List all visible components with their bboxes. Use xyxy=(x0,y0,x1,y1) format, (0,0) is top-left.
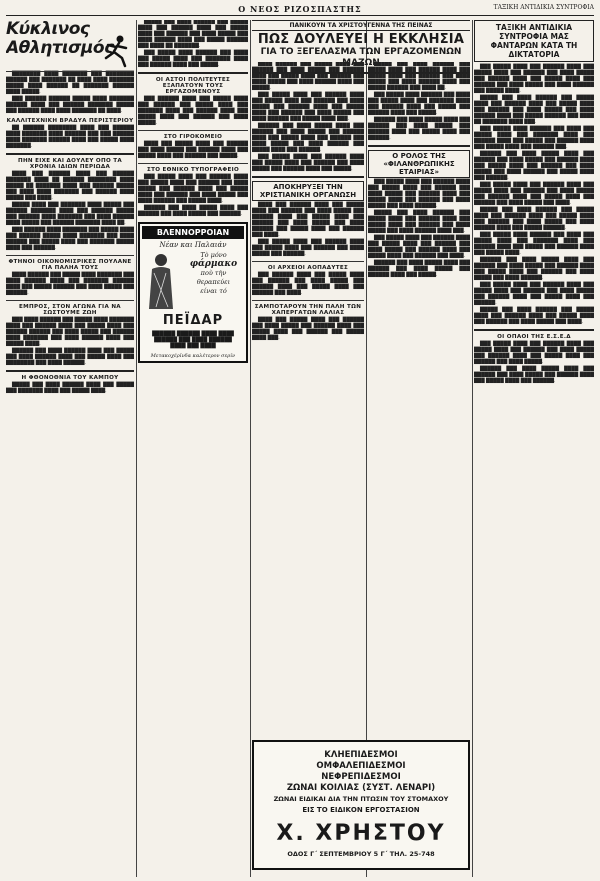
main-headline: ΠΩΣ ΔΟΥΛΕΥΕΙ Η ΕΚΚΛΗΣΙΑ xyxy=(257,32,465,47)
statue-illustration xyxy=(142,251,180,313)
ad-line: ΕΙΣ ΤΟ ΕΙΔΙΚΟΝ ΕΡΓΟΣΤΑΣΙΟΝ xyxy=(302,806,420,814)
ad-small-text: ██████ ██████ ████ ████ ██████ ███ ████ ██████ ████ ███ ████ xyxy=(152,331,234,349)
article-body: █████ ███ ████ ██████ ███ █████ ████ ███ ██████ ████ ███ █████ ████ ███ ██████ ███ ████ █████ ███ ████ ██████ ████ ███ █████ ██████ ███ ████ ██. ███ █████ ████ ██████ ███ ████ ███ █████ ████ ███ ███████ ████ ███ ██████ ████ ███ █████ ███ ██████ ████ ███ █████. ██████ ███ ████ █████ ████ ███ ██████ ███ ████ █████ ███ ██████ ████ ███ █████ ████ ███ ██████. xyxy=(368,62,470,141)
ad-pharmacy xyxy=(138,222,248,363)
ad-line: φάρμακο xyxy=(189,259,238,269)
ad-line: Τὸ μόνο xyxy=(200,251,227,259)
article-body: ███ █████ ████ ███ ██████ ████ ███ █████ ████ ███ ██████ ███ ████ █████ ███ ██████ ████ ███ █████ ████ ███ ██████ ███ ████ █████ ███ ████ ██████ ███ █████ ████. ██████ ███ ████ █████ ████ ███ ██████ ███ ████ █████ ███ ██████. xyxy=(138,175,248,217)
article-body: ███ █████ ████ ███ ██████ ████ ███ █████ ████ ███ ██████ ███ ████ █████ ███ ██████ ████ ███ █████ ████ ███ ██████ ███ ████ █████ ███ ████ ██████. █████ ███ ████ ██████ ███ █████ ████ ███ ██████ ████ ███ █████ ████ ███ ██████ ███ ████ █████ ███ ████ ██████ ████ ███. ███ █████ ████ ███ ██████ ████ ███ █████ ████ ███ ██████ ███ ████ █████ ███ ██████ ████ ███ █████ ████ ███ ██████ ███ ████. ██████ ███ ████ █████ ████ ███ ██████ ███ ████ █████ ███ ██████ ████ ███ █████. xyxy=(368,180,470,278)
article-body: ████ ██████ ███ █████ ████ ███ ██████ ███ ████ █████ ███ ██████ ████ ███ █████ ████ ███ ██████ ███ ████ █████ ███ ████ ██████ ████ ███ █████. ███ █████ ████ ███ ██████ ████ ███ █████ ████ ███ ██████ ███ ████ █████ ███ ██████ ████ ███ █████ ████ ███ ██████ ███ ████ █████ ███ ████ ██████ ███ █████ ████ ███. ██████ ███ ████ █████ ████ ███ ██████ ███ ████ █████ ███ ██████ ████ ███ █████ ████ ███ ██████ ███ ████ █████ ███ ████ ██████ ███ █████ ████ ███ ██████. ███ █████ ████ ███ ██████ ████ ███ █████ ████ ███ ██████ ███ ████ █████ ███ ██████ ████ ███ █████. xyxy=(252,62,364,172)
article-body: ███ █████ ████ ███ ██████ ████ ███ █████ ████ ███ ██████ ███ ████ █████ ███ ██████ ████ ███ █████ ████ ███ ██████ ███ ████ █████ ███ ████ ██████ ███ █████ ████. █████ ███ ████ ██████ ███ █████ ████ ███ ██████ ████ ███ █████ ████ ███ ██████ ███ ████ █████ ███ ████ ██████ ████ ███ █████ ██████ ███ ████ ██ ███████ ████ ███. ███ █████ ████ ██████ ███ ████ ███ █████ ████ ███ ███████ ████ ███ ██████ ████ ███ █████ ███ ██████ ████ ███ █████ ████ ███ ██████ ███. ██████ ███ ████ █████ ████ ███ ██████ ███ ████ █████ ███ ██████ ████ ███ █████ ████ ███ ██████ ███ ████ █████ ███ ████ ██████ ███ █████ ████ ███ ██████. ███ █████ ████ ███ ██████ ████ ███ █████ ████ ███ ██████ ███ ████ █████ ███ ██████ ████ ███ █████ ████ ███ ██████ ███ ████ █████ ███ ████. █████ ███ ████ ██████ ███ █████ ████ ███ ██████ ████ ███ █████ ████ ███ ██████ ███ ████ █████ ███ ████ ██████ ████ ███ █████ ██████. ███ █████ ████ ██████ ███ ████ ███ █████ ████ ███ ███████ ████ ███ ██████ ████ ███ █████ ███ ██████ ████ ███ █████ ████. ██████ ███ ████ █████ ████ ███ ██████ ███ ████ █████ ███ ██████ ████ ███ █████ ████ ███ ██████ ███ ████ █████ ███ ████ ██████. ███ █████ ████ ███ ██████ ████ ███ █████ ████ ███ ██████ ███ ████ █████ ███ ██████ ████ ███ █████ ████ ███ ██████. █████ ███ ████ ██████ ███ █████ ████ ███ ██████ ████ ███ █████ ████ ███ ██████ ███ ████ █████ ███ ████. xyxy=(474,65,594,325)
ad-line: ποὺ τὴν xyxy=(200,269,227,277)
section-heading: ΟΙ ΟΠΑΟΙ ΤΗΣ Ε.Σ.Ε.Δ xyxy=(497,334,571,340)
ad-bandages xyxy=(252,740,470,870)
ad-footer: Μετακοχέρῖνδα καλέτερον σερῖν xyxy=(150,353,236,359)
ad-address: ΟΔΟΣ Γ΄ ΣΕΠΤΕΜΒΡΙΟΥ 5 Γ΄ ΤΗΛ. 25-748 xyxy=(287,850,435,858)
section-heading: Η ΦΘΟΝΟΘΝΙΑ ΤΟΥ ΚΑΜΠΟΥ xyxy=(21,375,119,381)
ad-line: ΟΜΦΑΛΕΠΙΔΕΣΜΟΙ xyxy=(316,761,406,771)
runner-illustration xyxy=(98,34,132,68)
masthead-right: ΤΑΞΙΚΗ ΑΝΤΙΔΙΚΙΑ ΣΥΝΤΡΟΦΙΑ xyxy=(493,4,594,11)
column-2 xyxy=(138,20,248,877)
section-heading: ΣΑΜΠΟΤΑΡΟΥΝ ΤΗΝ ΠΑΛΗ ΤΩΝ ΧΑΠΕΡΓΑΤΩΝ ΛΑΛΙΑΣ xyxy=(254,304,362,316)
section-heading: ΣΤΟ ΕΘΝΙΚΟ ΤΥΠΟΓΡΑΦΕΙΟ xyxy=(146,167,240,173)
article-body: ███ ██████ ████ ███ █████ ████ ███ ██████ ███ ████ █████ ███ ██████ ████ ███ █████ ████ ███ ██████ ███ ████. xyxy=(252,273,364,296)
section-heading: ΤΑΞΙΚΗ ΑΝΤΙΔΙΚΙΑ ΣΥΝΤΡΟΦΙΑ ΜΑΣ ΦΑΝΤΑΡΩΝ ΚΑΤΑ ΤΗ ΔΙΚΤΑΤΟΡΙΑ xyxy=(474,20,594,62)
article-body: ███ ████ ██████ ███ █████ ████ ███████ ████ ███ ██████ ████ ███ █████ ████ ███ ██████ ██████ ███ ████ █████ ███ ██████ ████ ███████ ███ ████ ██████ ████ ███ █████ ████. ██████ ███ ████ ██████ ████ ███ █████ ███ ████ ██████ ████ ███ █████ ████ ███ ████████ ███ ████ ██████. xyxy=(6,318,134,366)
article-body: ████ ██████ ███ █████ ████ ███████ ███ ████ ██████ ████ ███ ███████ ██████ ████ ███ █████ ██████ ███ ████ █████ ███ ██████. xyxy=(6,273,134,296)
article-body: ████ ███ ██████ ████ ███ █████ ████ ███ ██████ ███ ████ █████ ███ ██████ ████ ███ █████ ████ ███ ██████ ███ ████ █████ ███ ████ ██████ ███ █████ ████ ███ ██████ ███ ████. ███ █████ ████ ███ ██████ ████ ███ █████ ████ ███ ██████ ███ ████ █████ ███ ██████. xyxy=(252,203,364,257)
column-divider xyxy=(136,20,137,877)
article-body: ████████ ████ ███████ ███ ████████ ██████ ███ ███████ ██ ████ ████ ███████ █████ ████ ██████ ██ ███████ ██████ ████ █████. ███ ██████ ██████ █████ ████ ███████ ██████ ████ ███ ██████ ███████ █████ ███ ██████ ████ ████ ███████ ██ ████. xyxy=(6,72,134,114)
article-body: █████ ███ ████ ██████ ████ ███ █████ ███ ███████ ████ ███ █████ ████. xyxy=(6,383,134,394)
ad-brand: ΠΕΪΔΑΡ xyxy=(162,313,224,328)
article-body: ████ ███ █████ ████ ███ ██████ ███ ████ █████ ███ ██████ ████ ███ █████ ████ ███ ██████ ███ █████. xyxy=(138,142,248,159)
ad-line: θεραπεύει xyxy=(196,278,231,286)
article-body: ██ ██████ ████████ ████ ███ ██████ ████ ███████ ████ ██████ ███ ███ ██████ ████ ███████ ██████ ████ ███ █████ ████ ███████. xyxy=(6,126,134,149)
article-body: ███ ██████ ████ ███ █████ ████ ███ ██████ ███ █████ ████ ███ ███████ ████ ███ ██████ ████ ███ █████ ████ ███ ██████ ███ ████ █████. xyxy=(138,97,248,126)
article-body: ███ █████ ████ ███ ██████ ████ ███ █████ ████ ███ ██████ ███ ████ █████ ███ ██████ ████ ███ █████ ████ ███ ██████ ███ ████ █████. ██████ ███ ████ █████ ████ ███ ██████ ███ ████ █████ ███ ██████ ████ ███ █████ ████ ███ ██████. xyxy=(474,342,594,384)
masthead xyxy=(6,4,594,16)
main-subheadline: ΓΙΑ ΤΟ ΞΕΓΕΛΑΣΜΑ ΤΩΝ ΕΡΓΑΖΟΜΕΝΩΝ ΜΑΖΩΝ xyxy=(260,47,462,68)
section-heading: ΣΤΟ ΓΙΡΟΚΟΜΕΙΟ xyxy=(163,134,223,140)
column-1 xyxy=(6,20,134,877)
article-body: ████ ███ ██████ ████ ███ ██████ ███████ ████ ██ ██████ ████████ ████ █████ ██ ███████ ████ ███ ██████ █████ ███ ████ ████ ███████ ███ ██████ ████ █████ ███ ████. █████ ████ ███ ███████ ████ █████ ███ ██████ ███████ ████ ███ ██████ █████ ███ ██████ ████ ███████ ███ ████ ██████ ████ █████ ███ ██████ ███████ ████ ██. ███ ██████ ████ ███████ ███ █████ ████ ███ ██████ █████ ████ ███████ ███ ████ ██████ ███ █████ ████ ███ ███████ █████ ████ ███ ██████. xyxy=(6,172,134,251)
section-heading: ΟΙ ΑΣΤΟΙ ΠΟΛΙΤΕΥΤΕΣ ΕΞΑΠΑΤΟΥΝ ΤΟΥΣ ΕΡΓΑΖΟΜΕΝΟΥΣ xyxy=(155,77,231,95)
section-heading: Ο ΡΟΛΟΣ ΤΗΣ «ΦΙΛΑΝΘΡΩΠΙΚΗΣ ΕΤΑΙΡΙΑΣ» xyxy=(368,150,470,178)
section-heading: ΕΜΠΡΟΣ, ΣΤΟΝ ΑΓΩΝΑ ΓΙΑ ΝΑ ΣΩΣΤΟΥΜΕ ΖΩΗ xyxy=(19,304,121,316)
newspaper-name: Ο ΝΕΟΣ ΡΙΖΟΣΠΑΣΤΗΣ xyxy=(238,4,362,14)
ad-line: ΚΛΗΕΠΙΔΕΣΜΟΙ xyxy=(324,750,398,760)
article-body: █████ ███ ████ ██████ ███ █████ ████ ███ ██████ ████ ███ █████ ████ ███ ██████ ███ ████ █████ ███ ████ ██████ ████ ███ █████ ██████ ███ ████ ██ ███████. ███ █████ ████ ██████ ███ ████ ███ █████ ████ ███ ███████ ████ ███ ██████ ████ ███ █████. xyxy=(138,20,248,68)
ad-line: είναι τό xyxy=(200,287,227,295)
banner: ΠΑΝΙΚΟΥΝ ΤΑ ΧΡΙΣΤΟΥΓΕΝΝΑ ΤΗΣ ΠΕΙΝΑΣ xyxy=(252,20,470,31)
column-divider xyxy=(250,20,251,877)
sports-header xyxy=(6,20,134,72)
ad-title: ΒΛΕΝΝΟΡΡΟΙΑΝ xyxy=(142,226,244,239)
ad-line: ΖΩΝΑΙ ΚΟΙΛΙΑΣ (ΣΥΣΤ. ΛΕΝΑΡΙ) xyxy=(286,783,436,793)
ad-subtitle: Νέαν και Παλαιάν xyxy=(159,241,227,249)
section-heading: ΚΑΛΛΙΤΕΧΝΙΚΗ ΒΡΑΔΥΑ ΠΕΡΙΣΤΕΡΙΟΥ xyxy=(6,118,134,124)
ad-line: ΝΕΦΡΕΠΙΔΕΣΜΟΙ xyxy=(321,772,401,782)
sports-title: Κύκλινος Αθλητισμός xyxy=(6,20,114,58)
column-5 xyxy=(474,20,594,877)
column-divider xyxy=(472,20,473,877)
section-heading: ΠΗΝ ΕΙΧΕ ΚΑΙ ΔΟΥΛΕΥ ΟΠΟ ΤΑ ΧΡΟΝΙΑ ΙΔΙΩΝ ΠΕΡΙΩΔΑ xyxy=(17,158,123,170)
ad-company-name: Χ. ΧΡΗΣΤΟΥ xyxy=(276,821,446,846)
section-heading: ΦΤΗΝΟΙ ΟΙΚΟΝΟΜΙΣΡΙΚΕΣ ΠΟΥΛΑΝΕ ΓΙΑ ΠΑΛΗΑ ΤΟΥΣ xyxy=(8,259,132,271)
section-heading: ΑΠΟΚΗΡΥΞΕΙ ΤΗΝ ΧΡΙΣΤΙΑΝΙΚΗ ΟΡΓΑΝΩΣΗ xyxy=(252,181,364,201)
section-heading: ΟΙ ΑΡΧΕΙΟΙ ΑΟΠΑΔΥΤΕΣ xyxy=(267,265,349,271)
article-body: ████ ███ █████ ████ ███ ██████ ███ ████ █████ ███ ██████ ████ ███ █████ ████ ███ ██████ ███ █████ ████ ███. xyxy=(252,318,364,341)
ad-line: ΖΩΝΑΙ ΕΙΔΙΚΑΙ ΔΙΑ ΤΗΝ ΠΤΩΣΙΝ ΤΟΥ ΣΤΟΜΑΧΟΥ xyxy=(273,795,449,803)
